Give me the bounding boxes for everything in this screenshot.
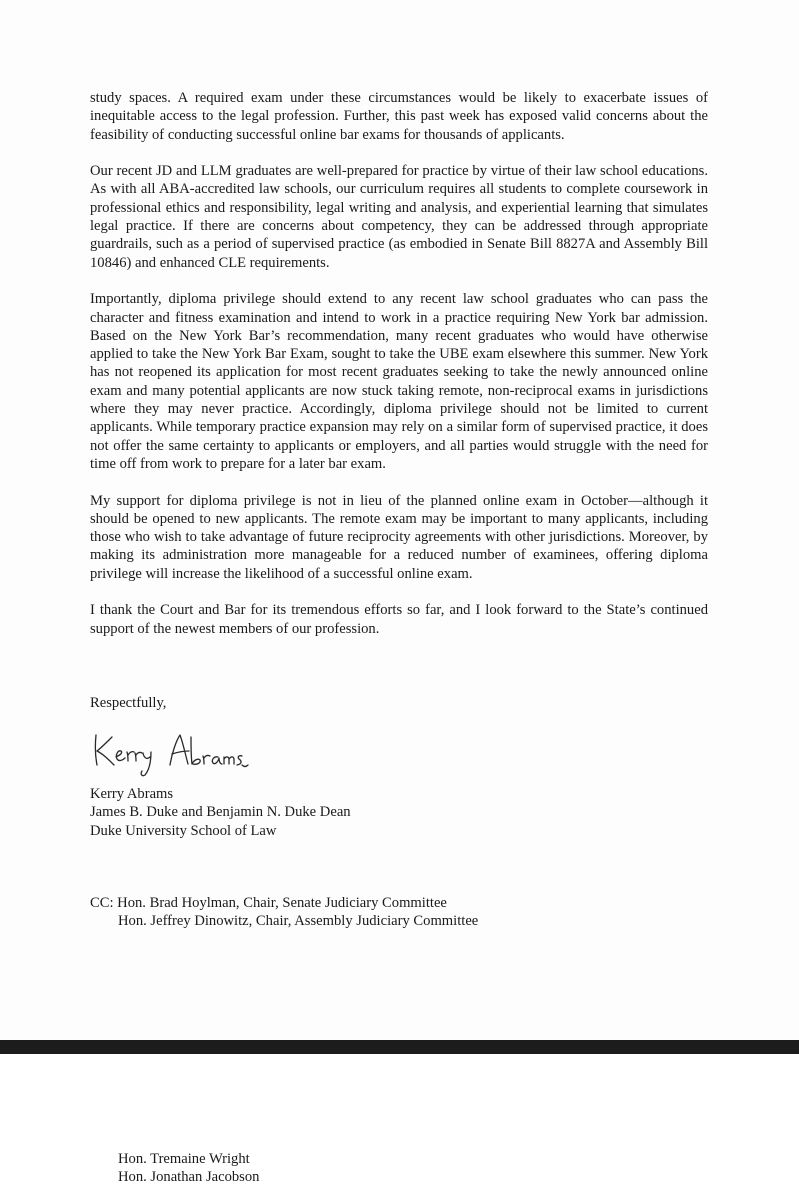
cc-list <box>90 894 478 931</box>
paragraph-diploma-privilege-scope: Importantly, diploma privilege should extend to any recent law school graduates who can pass the character and fitness examination and intend to work in a practice requiring New York bar admission. Based on the New York Bar’s recommendation, many recent graduates who would have otherwise applied to take the New York Bar Exam, sought to take the UBE exam elsewhere this summer. New York has not reopened its application for most recent graduates seeking to take the newly announced online exam and many potential applicants are now stuck taking remote, non-reciprocal exams in jurisdictions where they may never practice. Accordingly, diploma privilege should not be limited to current applicants. While temporary practice expansion may rely on a similar form of supervised practice, it does not offer the same certainty to applicants or employers, and all parties would struggle with the need for time off from work to prepare for a later bar exam. <box>90 291 708 472</box>
paragraph-thanks: I thank the Court and Bar for its tremendous efforts so far, and I look forward to the State’s continued support of the newest members of our profession. <box>90 602 708 637</box>
page-break-bar <box>0 1040 799 1054</box>
cc-line-3: Hon. Tremaine Wright <box>118 1151 250 1167</box>
signer-title: James B. Duke and Benjamin N. Duke Dean <box>90 804 351 821</box>
handwritten-signature <box>90 727 250 777</box>
paragraph-graduates-prepared: Our recent JD and LLM graduates are well-prepared for practice by virtue of their law school educations. As with all ABA-accredited law schools, our curriculum requires all students to complete coursework in professional ethics and responsibility, legal writing and analysis, and experiential learning that simulates legal practice. If there are concerns about competency, they can be addressed through appropriate guardrails, such as a period of supervised practice (as embodied in Senate Bill 8827A and Assembly Bill 10846) and enhanced CLE requirements. <box>90 163 708 271</box>
closing-salutation: Respectfully, <box>90 695 167 711</box>
cc-list-continued <box>118 1150 259 1187</box>
paragraph-study-spaces: study spaces. A required exam under these circumstances would be likely to exacerbate issues of inequitable access to the legal profession. Further, this past week has exposed valid concerns about the feasibility of conducting successful online bar exams for thousands of applicants. <box>90 90 708 143</box>
signer-institution: Duke University School of Law <box>90 822 277 839</box>
cc-line-4: Hon. Jonathan Jacobson <box>118 1169 260 1186</box>
cc-line-1: CC: Hon. Brad Hoylman, Chair, Senate Judiciary Committee <box>90 895 447 911</box>
signature-block <box>90 785 351 840</box>
paragraph-online-exam-support: My support for diploma privilege is not in lieu of the planned online exam in October—although it should be opened to new applicants. The remote exam may be important to many applicants, including those who wish to take advantage of future reciprocity agreements with other jurisdictions. Moreover, by making its administration more manageable for a reduced number of examinees, offering diploma privilege will increase the likelihood of a successful online exam. <box>90 492 708 582</box>
letter-body <box>90 89 708 656</box>
signer-name: Kerry Abrams <box>90 786 174 802</box>
cc-line-2: Hon. Jeffrey Dinowitz, Chair, Assembly Judiciary Committee <box>118 913 479 930</box>
